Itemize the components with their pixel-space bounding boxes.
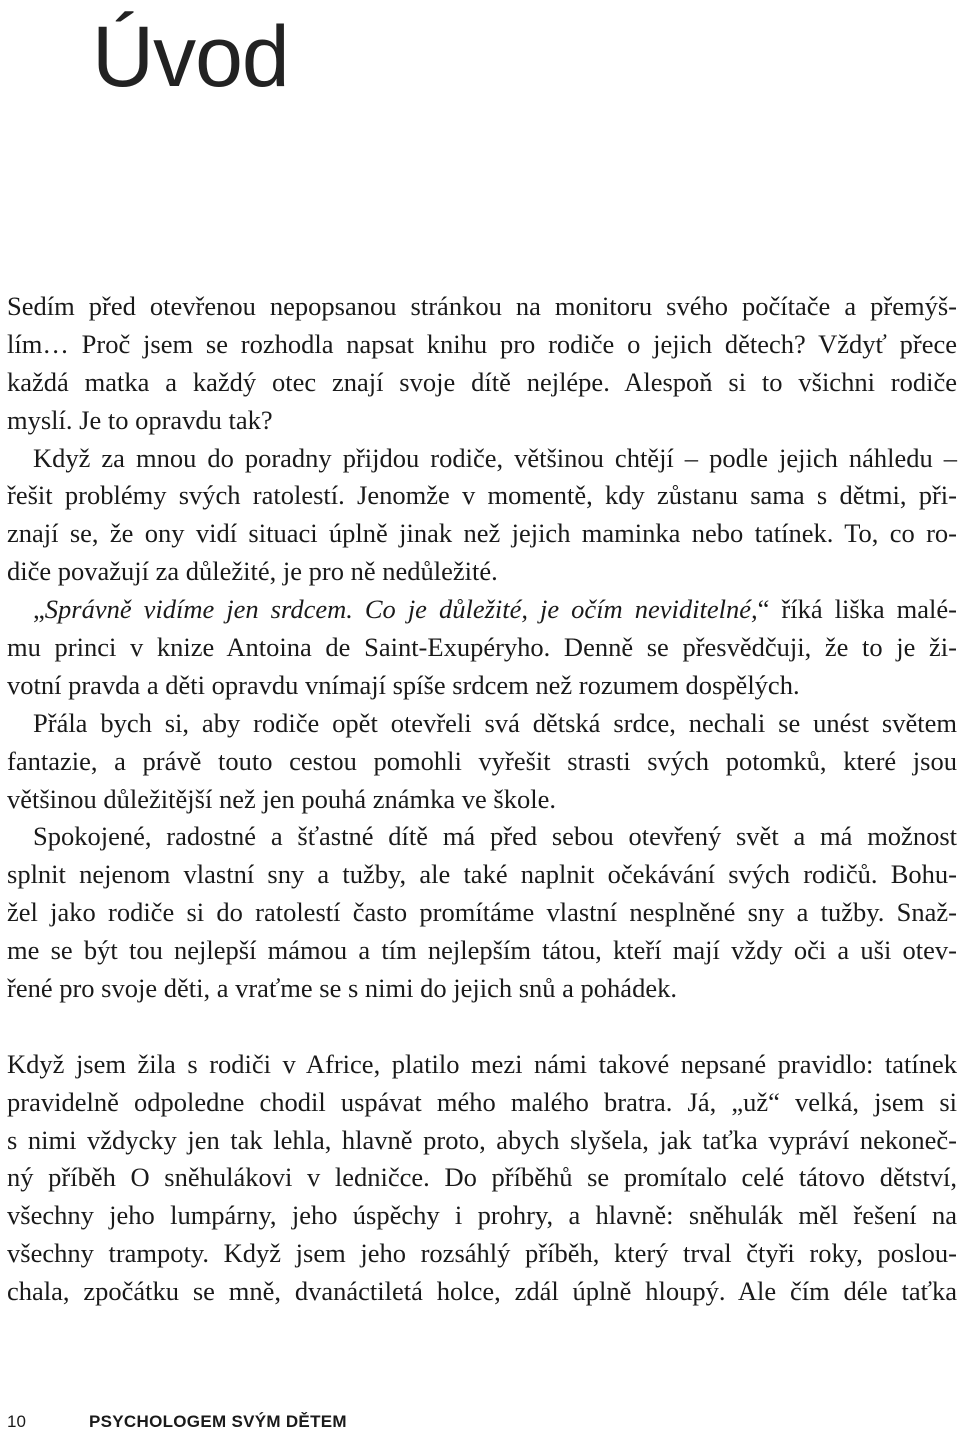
text-line: žel jako rodiče si do ratolestí často promítáme vlastní nesplněné sny a tužby. Snaž- — [7, 897, 957, 928]
text-line: všechny trampoty. Když jsem jeho rozsáhlý příběh, který trval čtyři roky, poslou- — [7, 1238, 957, 1269]
opening-quote: „ — [33, 594, 45, 625]
text-line: všechny jeho lumpárny, jeho úspěchy i prohry, a hlavně: sněhulák měl řešení na — [7, 1200, 957, 1231]
text-line: každá matka a každý otec znají svoje dítě nejlépe. Alespoň si to všichni rodiče — [7, 366, 957, 397]
text-line: lím… Proč jsem se rozhodla napsat knihu pro rodiče o jejich dětech? Vždyť přece — [7, 328, 957, 359]
text-line: chala, zpočátku se mně, dvanáctiletá holce, zdál úplně hloupý. Ale čím déle taťka — [7, 1276, 957, 1307]
text-line: většinou důležitější než jen pouhá známka ve škole. — [7, 783, 556, 814]
paragraph — [7, 818, 957, 1007]
text-line: Když za mnou do poradny přijdou rodiče, většinou chtějí – podle jejich náhledu – — [33, 442, 957, 473]
text-line: votní pravda a děti opravdu vnímají spíše srdcem než rozumem dospělých. — [7, 669, 800, 700]
paragraph — [7, 705, 957, 819]
text-line: Sedím před otevřenou nepopsanou stránkou na monitoru svého počítače a přemýš- — [7, 291, 957, 321]
text-line: me se být tou nejlepší mámou a tím nejlepším tátou, kteří mají vždy oči a uši otev- — [7, 935, 957, 966]
paragraph — [7, 288, 957, 440]
text-line: splnit nejenom vlastní sny a tužby, ale také naplnit očekávání svých rodičů. Bohu- — [7, 859, 957, 890]
text-line: řešit problémy svých ratolestí. Jenomže v momentě, kdy zůstanu sama s dětmi, při- — [7, 480, 957, 511]
text-line: mu princi v knize Antoina de Saint-Exupéryho. Denně se přesvědčuji, že to je ži- — [7, 632, 957, 663]
paragraph — [7, 1046, 957, 1311]
paragraph — [7, 591, 957, 705]
section-gap — [7, 1008, 957, 1046]
page-number: 10 — [7, 1412, 26, 1431]
text-line: myslí. Je to opravdu tak? — [7, 404, 273, 435]
paragraph — [7, 440, 957, 592]
text-line: Spokojené, radostné a šťastné dítě má před sebou otevřený svět a má možnost — [33, 821, 957, 852]
page-footer — [7, 1412, 347, 1432]
running-title: PSYCHOLOGEM SVÝM DĚTEM — [89, 1412, 347, 1431]
text-run: “ říká liška malé- — [757, 594, 957, 625]
body-text — [7, 288, 957, 1311]
text-line: diče považují za důležité, je pro ně nedůležité. — [7, 556, 498, 587]
text-line: Přála bych si, aby rodiče opět otevřeli svá dětská srdce, nechali se unést světem — [33, 707, 957, 738]
text-line: Když jsem žila s rodiči v Africe, platilo mezi námi takové nepsané pravidlo: tatínek — [7, 1048, 957, 1079]
text-line: fantazie, a právě touto cestou pomohli vyřešit strasti svých potomků, které jsou — [7, 745, 957, 776]
text-line: řené pro svoje děti, a vraťme se s nimi do jejich snů a pohádek. — [7, 973, 677, 1004]
text-line: znají se, že ony vidí situaci úplně jinak než jejich maminka nebo tatínek. To, co ro- — [7, 518, 957, 549]
text-line — [7, 591, 957, 629]
text-line: ný příběh O sněhulákovi v ledničce. Do příběhů se promítalo celé tátovo dětství, — [7, 1162, 957, 1193]
quotation: Správně vidíme jen srdcem. Co je důležité, je očím neviditelné, — [44, 594, 758, 625]
text-line: s nimi vždycky jen tak lehla, hlavně proto, abych slyšela, jak taťka vypráví nekoneč- — [7, 1124, 957, 1155]
text-line: pravidelně odpoledne chodil uspávat mého malého bratra. Já, „už“ velká, jsem si — [7, 1086, 957, 1117]
page-title: Úvod — [92, 9, 289, 105]
